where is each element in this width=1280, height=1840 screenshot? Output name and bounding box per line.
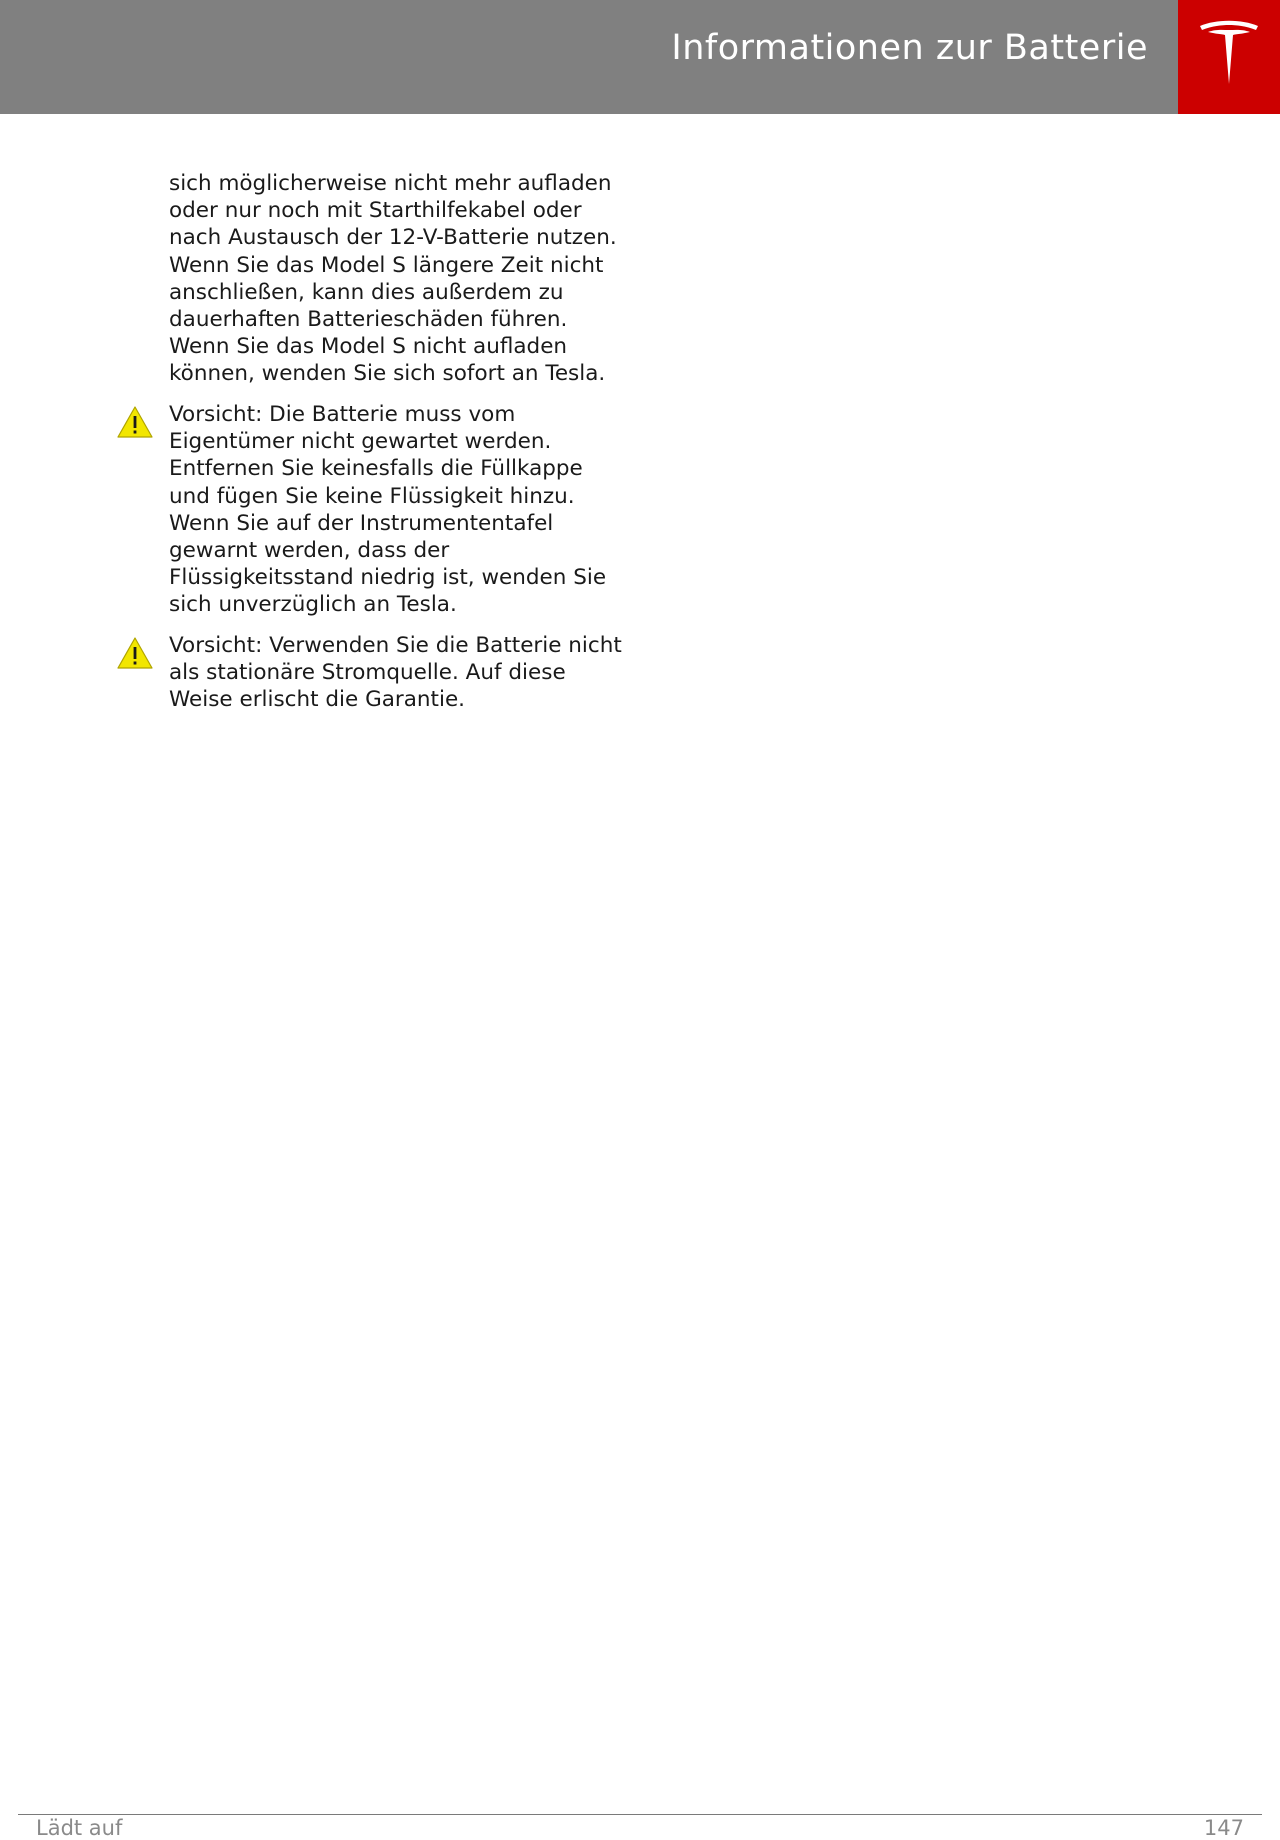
footer-section-label: Lädt auf bbox=[36, 1816, 123, 1840]
caution-battery-maintenance bbox=[169, 401, 659, 619]
tesla-logo-icon bbox=[1196, 20, 1262, 86]
text-line: sich möglicherweise nicht mehr aufladen bbox=[169, 171, 612, 196]
text-line: oder nur noch mit Starthilfekabel oder bbox=[169, 198, 582, 224]
text-line: Weise erlischt die Garantie. bbox=[169, 687, 466, 713]
warning-triangle-icon bbox=[116, 405, 154, 439]
text-line: Entfernen Sie keinesfalls die Füllkappe bbox=[169, 456, 583, 482]
text-line: Wenn Sie das Model S längere Zeit nicht bbox=[169, 252, 604, 278]
text-line: anschließen, kann dies außerdem zu bbox=[169, 279, 564, 305]
text-line: Vorsicht: Verwenden Sie die Batterie nicht bbox=[169, 633, 622, 658]
text-line: können, wenden Sie sich sofort an Tesla. bbox=[169, 361, 606, 387]
text-line: sich unverzüglich an Tesla. bbox=[169, 592, 457, 618]
text-line: nach Austausch der 12-V-Batterie nutzen. bbox=[169, 225, 617, 251]
text-line: Vorsicht: Die Batterie muss vom bbox=[169, 402, 516, 427]
page-title: Informationen zur Batterie bbox=[671, 28, 1148, 68]
text-line: als stationäre Stromquelle. Auf diese bbox=[169, 660, 566, 686]
page-number: 147 bbox=[1203, 1816, 1244, 1840]
text-line: und fügen Sie keine Flüssigkeit hinzu. bbox=[169, 483, 575, 509]
text-line: gewarnt werden, dass der bbox=[169, 538, 450, 564]
text-line: Wenn Sie auf der Instrumententafel bbox=[169, 510, 554, 536]
header-bar bbox=[0, 0, 1178, 114]
caution-stationary-power bbox=[169, 632, 659, 714]
text-line: Flüssigkeitsstand niedrig ist, wenden Sie bbox=[169, 565, 607, 591]
intro-paragraph bbox=[169, 170, 659, 388]
text-line: Eigentümer nicht gewartet werden. bbox=[169, 429, 552, 455]
brand-logo-box bbox=[1178, 0, 1280, 114]
warning-triangle-icon bbox=[116, 636, 154, 670]
text-line: dauerhaften Batterieschäden führen. bbox=[169, 307, 568, 333]
text-line: Wenn Sie das Model S nicht aufladen bbox=[169, 334, 568, 360]
footer-divider bbox=[18, 1814, 1262, 1815]
